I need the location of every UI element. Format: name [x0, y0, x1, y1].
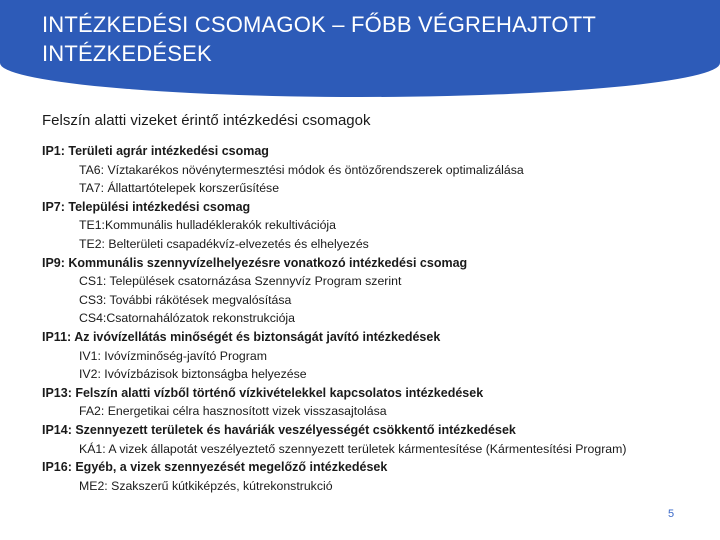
list-item: IV1: Ivóvízminőség-javító Program: [79, 348, 267, 363]
page-number: 5: [668, 508, 675, 520]
list-item: IV2: Ivóvízbázisok biztonságba helyezése: [79, 367, 307, 382]
group-heading-ip13: IP13: Felszín alatti vízből történő vízkivételekkel kapcsolatos intézkedések: [42, 385, 484, 400]
group-heading-ip11: IP11: Az ivóvízellátás minőségét és biztonságát javító intézkedések: [42, 329, 441, 344]
list-item: KÁ1: A vizek állapotát veszélyeztető szennyezett területek kármentesítése (Kármentesítési Program): [79, 441, 627, 456]
list-item: CS4:Csatornahálózatok rekonstrukciója: [79, 311, 295, 326]
slide-subtitle: Felszín alatti vizeket érintő intézkedési csomagok: [42, 112, 371, 129]
list-item: ME2: Szakszerű kútkiképzés, kútrekonstrukció: [79, 478, 333, 493]
header-banner: [0, 0, 720, 97]
list-item: FA2: Energetikai célra hasznosított vizek visszasajtolása: [79, 404, 387, 419]
list-item: CS3: További rákötések megvalósítása: [79, 292, 292, 307]
group-heading-ip7: IP7: Települési intézkedési csomag: [42, 199, 251, 214]
slide-title: INTÉZKEDÉSI CSOMAGOK – FŐBB VÉGREHAJTOTT INTÉZKEDÉSEK: [42, 12, 596, 66]
group-heading-ip16: IP16: Egyéb, a vizek szennyezését megelőző intézkedések: [42, 460, 388, 475]
list-item: TA6: Víztakarékos növénytermesztési módok és öntözőrendszerek optimalizálása: [79, 162, 524, 177]
group-heading-ip1: IP1: Területi agrár intézkedési csomag: [42, 144, 269, 158]
group-heading-ip14: IP14: Szennyezett területek és haváriák veszélyességét csökkentő intézkedések: [42, 422, 516, 437]
list-item: CS1: Települések csatornázása Szennyvíz Program szerint: [79, 274, 402, 289]
list-item: TA7: Állattartótelepek korszerűsítése: [79, 181, 280, 196]
list-item: TE1:Kommunális hulladéklerakók rekultivációja: [79, 218, 336, 233]
measure-list: [42, 142, 712, 495]
list-item: TE2: Belterületi csapadékvíz-elvezetés és elhelyezés: [79, 236, 369, 251]
group-heading-ip9: IP9: Kommunális szennyvízelhelyezésre vonatkozó intézkedési csomag: [42, 255, 468, 270]
